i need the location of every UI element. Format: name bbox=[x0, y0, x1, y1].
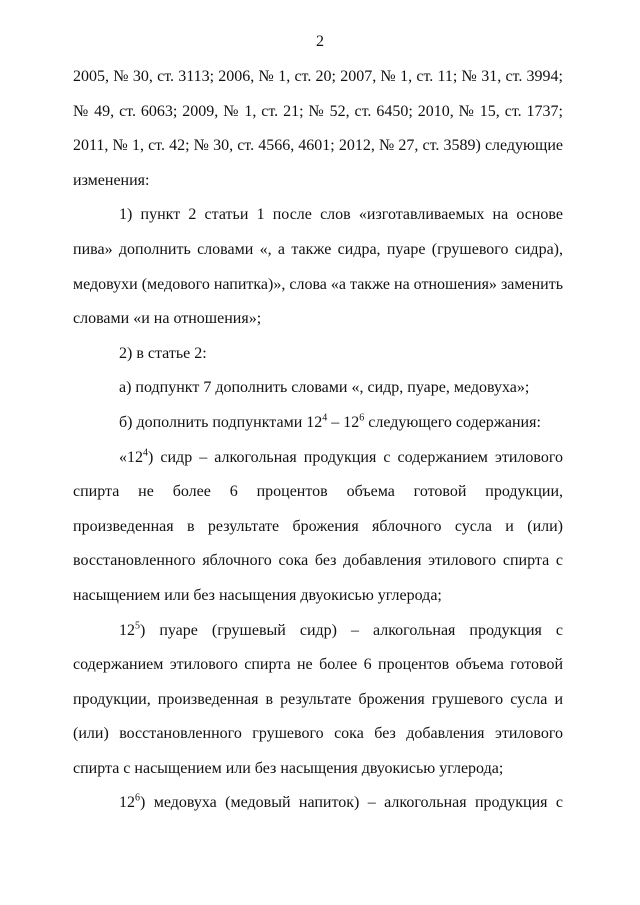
paragraph-item-2 bbox=[73, 337, 563, 372]
text-segment: б) дополнить подпунктами 12 bbox=[119, 413, 323, 431]
superscript-index: 4 bbox=[322, 412, 328, 424]
paragraph-item-1 bbox=[73, 198, 563, 336]
superscript-index: 6 bbox=[135, 793, 140, 805]
superscript-index: 6 bbox=[359, 412, 365, 424]
text-segment: 2005, № 30, ст. 3113; 2006, № 1, ст. 20; 2007, № 1, ст. 11; № 31, ст. 3994; № 49, ст. 6063; 2009, № 1, ст. 21; № 52, ст. 6450; 2010, № 15, ст. 1737; 2011, № 1, ст. 42; № 30, ст. 4566, 4601; 2012, № 27, ст. 3589) следующие изменения: bbox=[73, 68, 563, 189]
text-segment: ) сидр – алкогольная продукция с содержанием этилового спирта не более 6 процентов объема готовой продукции, произведенная в результате брожения яблочного сусла и (или) восстановленного яблочного сока без добавления этилового спирта с насыщением или без насыщения двуокисью углерода; bbox=[73, 448, 563, 604]
paragraph-item-2a bbox=[73, 371, 563, 406]
superscript-index: 5 bbox=[135, 620, 140, 632]
text-segment: 12 bbox=[119, 794, 135, 812]
paragraph-12-6-mead bbox=[73, 786, 563, 821]
document-body bbox=[73, 60, 563, 821]
text-segment: ) медовуха (медовый напиток) – алкогольная продукция с bbox=[140, 794, 563, 812]
paragraph-12-4-cider bbox=[73, 441, 563, 614]
text-segment: а) подпункт 7 дополнить словами «, сидр, пуаре, медовуха»; bbox=[119, 379, 530, 397]
paragraph-12-5-poire bbox=[73, 614, 563, 787]
paragraph-continuation bbox=[73, 60, 563, 198]
text-segment: 1) пункт 2 статьи 1 после слов «изготавливаемых на основе пива» дополнить словами «, а также сидра, пуаре (грушевого сидра), медовухи (медового напитка)», слова «а также на отношения» заменить словами «и на отношения»; bbox=[73, 206, 563, 328]
text-segment: «12 bbox=[119, 448, 143, 466]
text-segment: 2) в статье 2: bbox=[119, 344, 207, 362]
paragraph-item-2b bbox=[73, 406, 563, 441]
text-segment: следующего содержания: bbox=[364, 413, 541, 431]
page-number: 2 bbox=[316, 33, 324, 50]
superscript-index: 4 bbox=[143, 447, 148, 459]
text-segment: 12 bbox=[119, 621, 135, 639]
text-segment: ) пуаре (грушевый сидр) – алкогольная продукция с содержанием этилового спирта не более 6 процентов объема готовой продукции, произведенная в результате брожения грушевого сусла и (или) восстановленного грушевого сока без добавления этилового спирта с насыщением или без насыщения двуокисью углерода; bbox=[73, 621, 563, 777]
text-segment: – 12 bbox=[327, 413, 360, 431]
